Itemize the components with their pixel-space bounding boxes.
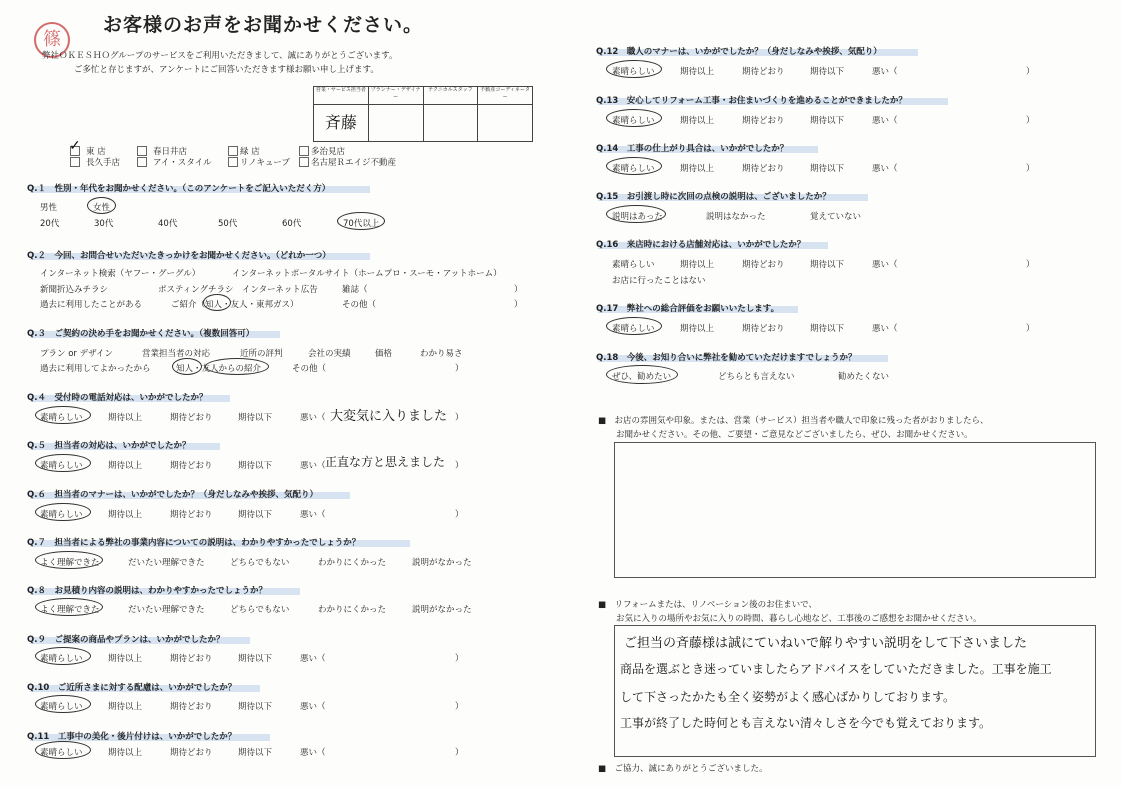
q15-opt-2: 覚えていない <box>810 212 862 222</box>
q9-opt-4: 悪い（ <box>300 654 326 664</box>
q18-label: Q.18 今後、お知り合いに弊社を勧めていただけますでしょうか？ <box>596 353 857 363</box>
comment2-line1: ■ リフォームまたは、リノベーション後のお住まいで、 <box>598 600 817 610</box>
footer-thanks: ■ ご協力、誠にありがとうございました。 <box>598 764 768 774</box>
q10-opt-0: 素晴らしい <box>40 702 83 712</box>
q5-answer: 正直な方と思えました <box>325 455 446 469</box>
q3-clarity: わかり易さ <box>420 349 463 359</box>
q3-sales: 営業担当者の対応 <box>142 349 211 359</box>
q1-age-70: 70代以上 <box>343 219 380 229</box>
q14-label: Q.14 工事の仕上がり具合は、いかがでしたか？ <box>596 144 789 154</box>
comment2-hand-2: 商品を選ぶとき迷っていましたらアドバイスをしていただきました。工事を施工 <box>620 662 1052 676</box>
page-title: お客様のお声をお聞かせください。 <box>103 14 424 36</box>
q1-age-40: 40代 <box>158 219 178 229</box>
q1-age-30: 30代 <box>94 219 114 229</box>
q10-opt-3: 期待以下 <box>238 702 273 712</box>
q5-opt-2: 期待どおり <box>170 461 213 471</box>
q18-opt-2: 勧めたくない <box>838 372 890 382</box>
q10-close: ） <box>455 702 464 712</box>
q12-close: ） <box>1026 67 1035 77</box>
staff-header-planner: プランナー・デザイナー <box>369 87 424 104</box>
q10-opt-2: 期待どおり <box>170 702 213 712</box>
q4-close: ） <box>455 413 464 423</box>
q11-opt-0: 素晴らしい <box>40 748 83 758</box>
q12-opt-2: 期待どおり <box>742 67 785 77</box>
q2-posting: ポスティングチラシ <box>158 285 234 295</box>
store-renocube: リノキューブ <box>240 158 290 168</box>
q14-opt-0: 素晴らしい <box>612 164 655 174</box>
q11-opt-2: 期待どおり <box>170 748 213 758</box>
store-nagakute: 長久手店 <box>86 158 121 168</box>
q11-opt-3: 期待以下 <box>238 748 273 758</box>
q15-opt-1: 説明はなかった <box>706 212 766 222</box>
store-higashi: 東 店 <box>86 147 106 157</box>
comment1-box <box>614 442 1096 578</box>
store-nagoya-r: 名古屋Ｒエイジ不動産 <box>311 158 397 168</box>
q8-opt-3: わかりにくかった <box>318 605 387 615</box>
q16-never-visited: お店に行ったことはない <box>612 276 706 286</box>
q3-plan: プラン or デザイン <box>40 349 114 359</box>
q1-age-60: 60代 <box>282 219 302 229</box>
q17-label: Q.17 弊社への総合評価をお願いいたします。 <box>596 304 780 314</box>
q11-opt-4: 悪い（ <box>300 748 326 758</box>
q9-opt-0: 素晴らしい <box>40 654 83 664</box>
q18-opt-0: ぜひ、勧めたい <box>612 372 672 382</box>
q5-opt-3: 期待以下 <box>238 461 273 471</box>
q16-opt-2: 期待どおり <box>742 260 785 270</box>
q7-opt-1: だいたい理解できた <box>128 558 205 568</box>
q3-label: Q.３ ご契約の決め手をお聞かせください。（複数回答可） <box>27 329 255 339</box>
q11-label: Q.11 工事中の美化・後片付けは、いかがでしたか？ <box>27 732 237 742</box>
stamp: 篠 <box>34 22 70 58</box>
q16-opt-4: 悪い（ <box>872 260 898 270</box>
q10-opt-1: 期待以上 <box>108 702 143 712</box>
q2-magazine-close: ） <box>514 285 523 295</box>
q16-opt-1: 期待以上 <box>680 260 715 270</box>
comment1-line1: ■ お店の雰囲気や印象。または、営業（サービス）担当者や職人で印象に残った者がおりましたら、 <box>598 416 989 426</box>
q16-opt-3: 期待以下 <box>810 260 845 270</box>
q17-opt-0: 素晴らしい <box>612 324 655 334</box>
q4-opt-2: 期待どおり <box>170 413 213 423</box>
q4-opt-4: 悪い（ <box>300 413 326 423</box>
q2-referral: ご紹介（知人・友人・東邦ガス） <box>171 300 299 310</box>
q5-opt-4: 悪い（ <box>300 461 326 471</box>
check-mark: ✓ <box>69 138 81 154</box>
q3-past: 過去に利用してよかったから <box>40 364 151 374</box>
q9-close: ） <box>455 654 464 664</box>
intro-line-2: ご多忙と存じますが、アンケートにご回答いただきます様お願い申し上げます。 <box>74 65 379 75</box>
store-midori: 緑 店 <box>240 147 260 157</box>
q3-reputation: 近所の評判 <box>240 349 283 359</box>
q7-opt-0: よく理解できた <box>40 558 100 568</box>
q4-opt-3: 期待以下 <box>238 413 273 423</box>
q10-opt-4: 悪い（ <box>300 702 326 712</box>
q14-close: ） <box>1026 164 1035 174</box>
q6-opt-2: 期待どおり <box>170 510 213 520</box>
q2-past: 過去に利用したことがある <box>40 300 143 310</box>
store-kasugai: 春日井店 <box>153 147 188 157</box>
q8-opt-2: どちらでもない <box>230 605 290 615</box>
q7-label: Q.７ 担当者による弊社の事業内容についての説明は、わかりやすかったでしょうか？ <box>27 538 361 548</box>
store-tajimi: 多治見店 <box>311 147 346 157</box>
q15-label: Q.15 お引渡し時に次回の点検の説明は、ございましたか？ <box>596 192 831 202</box>
store-istyle: アイ・スタイル <box>153 158 212 168</box>
q12-opt-0: 素晴らしい <box>612 67 655 77</box>
q4-opt-0: 素晴らしい <box>40 413 83 423</box>
q12-label: Q.12 職人のマナーは、いかがでしたか？（身だしなみや挨拶、気配り） <box>596 47 882 57</box>
q17-opt-1: 期待以上 <box>680 324 715 334</box>
q2-label: Q.２ 今回、お問合せいただいたきっかけをお聞かせください。（どれか一つ） <box>27 251 331 261</box>
staff-header-tech: テクニカルスタッフ <box>424 87 479 104</box>
q5-opt-0: 素晴らしい <box>40 461 83 471</box>
q12-opt-3: 期待以下 <box>810 67 845 77</box>
q13-label: Q.13 安心してリフォーム工事・お住まいづくりを進めることができましたか？ <box>596 96 907 106</box>
q5-close: ） <box>455 461 464 471</box>
staff-table <box>313 86 533 142</box>
q7-opt-2: どちらでもない <box>230 558 290 568</box>
q6-opt-1: 期待以上 <box>108 510 143 520</box>
staff-header-sales: 営業・サービス担当者 <box>314 87 369 104</box>
q2-other-close: ） <box>514 300 523 310</box>
q13-close: ） <box>1026 116 1035 126</box>
intro-line-1: 弊社ＯＫＥＳＨＯグループのサービスをご利用いただきまして、誠にありがとうございます。 <box>42 51 398 61</box>
q6-opt-0: 素晴らしい <box>40 510 83 520</box>
q1-label: Q.１ 性別・年代をお聞かせください。（このアンケートをご記入いただく方） <box>27 184 331 194</box>
staff-header-estate: 不動産コーディネーター <box>480 87 530 100</box>
q13-opt-2: 期待どおり <box>742 116 785 126</box>
q2-newspaper: 新聞折込みチラシ <box>40 285 109 295</box>
q16-label: Q.16 来店時における店舗対応は、いかがでしたか？ <box>596 240 806 250</box>
q12-opt-4: 悪い（ <box>872 67 898 77</box>
q14-opt-1: 期待以上 <box>680 164 715 174</box>
comment1-line2: お聞かせください。その他、ご要望・ご意見などございましたら、ぜひ、お聞かせください。 <box>616 430 973 440</box>
q1-male: 男性 <box>40 203 58 213</box>
comment2-hand-3: して下さったかたも全く姿勢がよく感心ばかりしております。 <box>620 690 956 704</box>
q7-opt-3: わかりにくかった <box>318 558 387 568</box>
q8-label: Q.８ お見積り内容の説明は、わかりやすかったでしょうか？ <box>27 586 267 596</box>
q9-label: Q.９ ご提案の商品やプランは、いかがでしたか？ <box>27 635 225 645</box>
q14-opt-4: 悪い（ <box>872 164 898 174</box>
comment2-hand-4: 工事が終了した時何とも言えない清々しさを今でも覚えております。 <box>620 716 992 730</box>
q5-label: Q.５ 担当者の対応は、いかがでしたか？ <box>27 441 191 451</box>
q6-close: ） <box>455 510 464 520</box>
q8-opt-4: 説明がなかった <box>412 605 472 615</box>
q17-opt-2: 期待どおり <box>742 324 785 334</box>
q2-netad: インターネット広告 <box>242 285 318 295</box>
q13-opt-0: 素晴らしい <box>612 116 655 126</box>
q17-opt-4: 悪い（ <box>872 324 898 334</box>
q14-opt-3: 期待以下 <box>810 164 845 174</box>
q4-opt-1: 期待以上 <box>108 413 143 423</box>
q6-opt-3: 期待以下 <box>238 510 273 520</box>
q8-opt-0: よく理解できた <box>40 605 100 615</box>
q13-opt-1: 期待以上 <box>680 116 715 126</box>
q5-opt-1: 期待以上 <box>108 461 143 471</box>
q3-friend: 知人・友人からの紹介 <box>176 364 262 374</box>
q4-answer: 大変気に入りました <box>330 409 448 424</box>
q15-opt-0: 説明はあった <box>612 212 663 222</box>
q16-opt-0: 素晴らしい <box>612 260 655 270</box>
q8-opt-1: だいたい理解できた <box>128 605 205 615</box>
q6-label: Q.６ 担当者のマナーは、いかがでしたか？（身だしなみや挨拶、気配り） <box>27 490 318 500</box>
q12-opt-1: 期待以上 <box>680 67 715 77</box>
q2-portal: インターネットポータルサイト（ホームプロ・スーモ・アットホーム） <box>232 269 502 279</box>
q4-label: Q.４ 受付時の電話対応は、いかがでしたか？ <box>27 393 208 403</box>
staff-sales-name: 斉藤 <box>314 105 369 141</box>
q11-close: ） <box>455 748 464 758</box>
q13-opt-4: 悪い（ <box>872 116 898 126</box>
q2-search: インターネット検索（ヤフー・グーグル） <box>40 269 201 279</box>
q3-other-close: ） <box>455 364 464 374</box>
q1-age-20: 20代 <box>40 219 60 229</box>
q2-magazine: 雑誌（ <box>342 285 368 295</box>
q16-close: ） <box>1026 260 1035 270</box>
q3-price: 価格 <box>375 349 393 359</box>
q1-age-50: 50代 <box>218 219 238 229</box>
q3-other: その他（ <box>292 364 327 374</box>
q3-record: 会社の実績 <box>308 349 351 359</box>
q1-female: 女性 <box>93 203 111 213</box>
q11-opt-1: 期待以上 <box>108 748 143 758</box>
q10-label: Q.10 ご近所さまに対する配慮は、いかがでしたか？ <box>27 683 237 693</box>
q17-close: ） <box>1026 324 1035 334</box>
q9-opt-1: 期待以上 <box>108 654 143 664</box>
q14-opt-2: 期待どおり <box>742 164 785 174</box>
q13-opt-3: 期待以下 <box>810 116 845 126</box>
q7-opt-4: 説明がなかった <box>412 558 472 568</box>
q18-opt-1: どちらとも言えない <box>718 372 795 382</box>
comment2-line2: お気に入りの場所やお気に入りの時間、暮らし心地など、工事後のご感想をお聞かせください。 <box>616 614 982 624</box>
q9-opt-2: 期待どおり <box>170 654 213 664</box>
q2-other: その他（ <box>342 300 377 310</box>
comment2-hand-1: ご担当の斉藤様は誠にていねいで解りやすい説明をして下さいました <box>624 636 1028 651</box>
q9-opt-3: 期待以下 <box>238 654 273 664</box>
q6-opt-4: 悪い（ <box>300 510 326 520</box>
q17-opt-3: 期待以下 <box>810 324 845 334</box>
